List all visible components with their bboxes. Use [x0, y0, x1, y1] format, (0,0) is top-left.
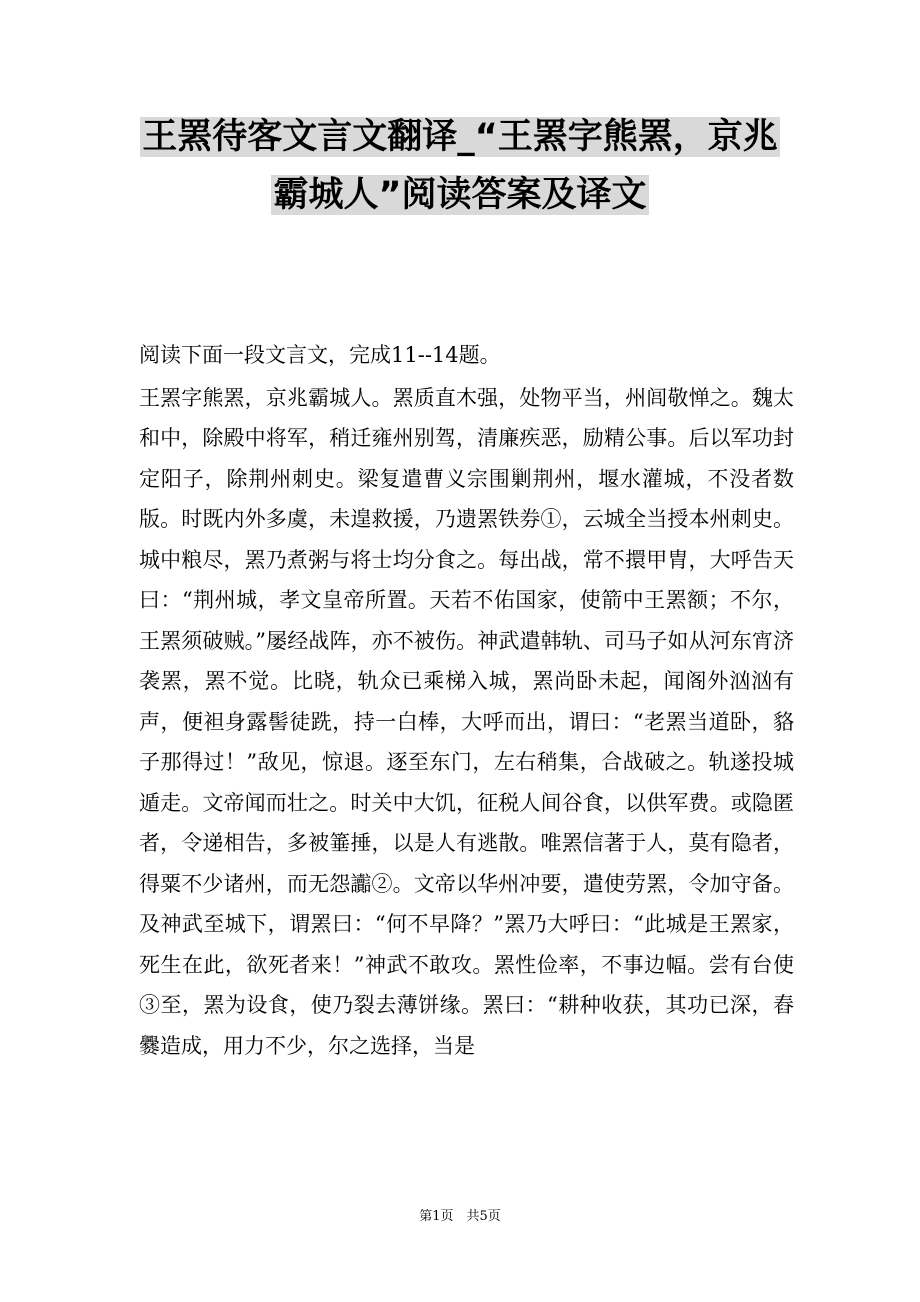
title-line-1 — [0, 108, 920, 166]
document-body — [139, 335, 794, 1066]
classical-passage: 王罴字熊罴，京兆霸城人。罴质直木强，处物平当，州闾敬惮之。魏太和中，除殿中将军，稍迁雍州别驾，清廉疾恶，励精公事。后以军功封定阳子，除荆州刺史。梁复遣曹义宗围剿荆州，堰水灌城，不没者数版。时既内外多虞，未遑救援，乃遗罴铁券①，云城全当授本州刺史。城中粮尽，罴乃煮粥与将士均分食之。每出战，常不擐甲胄，大呼告天曰：“荆州城，孝文皇帝所置。天若不佑国家，使箭中王罴额；不尔，王罴须破贼。”屡经战阵，亦不被伤。神武遣韩轨、司马子如从河东宵济袭罴，罴不觉。比晓，轨众已乘梯入城，罴尚卧未起，闻阁外汹汹有声，便袒身露髻徒跣，持一白棒，大呼而出，谓曰：“老罴当道卧，貉子那得过！”敌见，惊退。逐至东门，左右稍集，合战破之。轨遂投城遁走。文帝闻而壮之。时关中大饥，征税人间谷食，以供军费。或隐匿者，令递相告，多被箠捶，以是人有逃散。唯罴信著于人，莫有隐者，得粟不少诸州，而无怨讟②。文帝以华州冲要，遣使劳罴，令加守备。及神武至城下，谓罴曰：“何不早降？”罴乃大呼曰：“此城是王罴家，死生在此，欲死者来！”神武不敢攻。罴性俭率，不事边幅。尝有台使③至，罴为设食，使乃裂去薄饼缘。罴曰：“耕种收获，其功已深，舂爨造成，用力不少，尔之选择，当是 — [139, 385, 794, 1058]
document-title — [0, 108, 920, 224]
reading-instruction: 阅读下面一段文言文，完成11--14题。 — [139, 343, 501, 367]
title-line-2-text: 霸城人”阅读答案及译文 — [273, 175, 647, 215]
page-footer: 第1页 共5页 — [419, 1209, 501, 1224]
title-line-2 — [0, 166, 920, 224]
title-line-1-text: 王罴待客文言文翻译_“王罴字熊罴，京兆 — [142, 117, 778, 157]
